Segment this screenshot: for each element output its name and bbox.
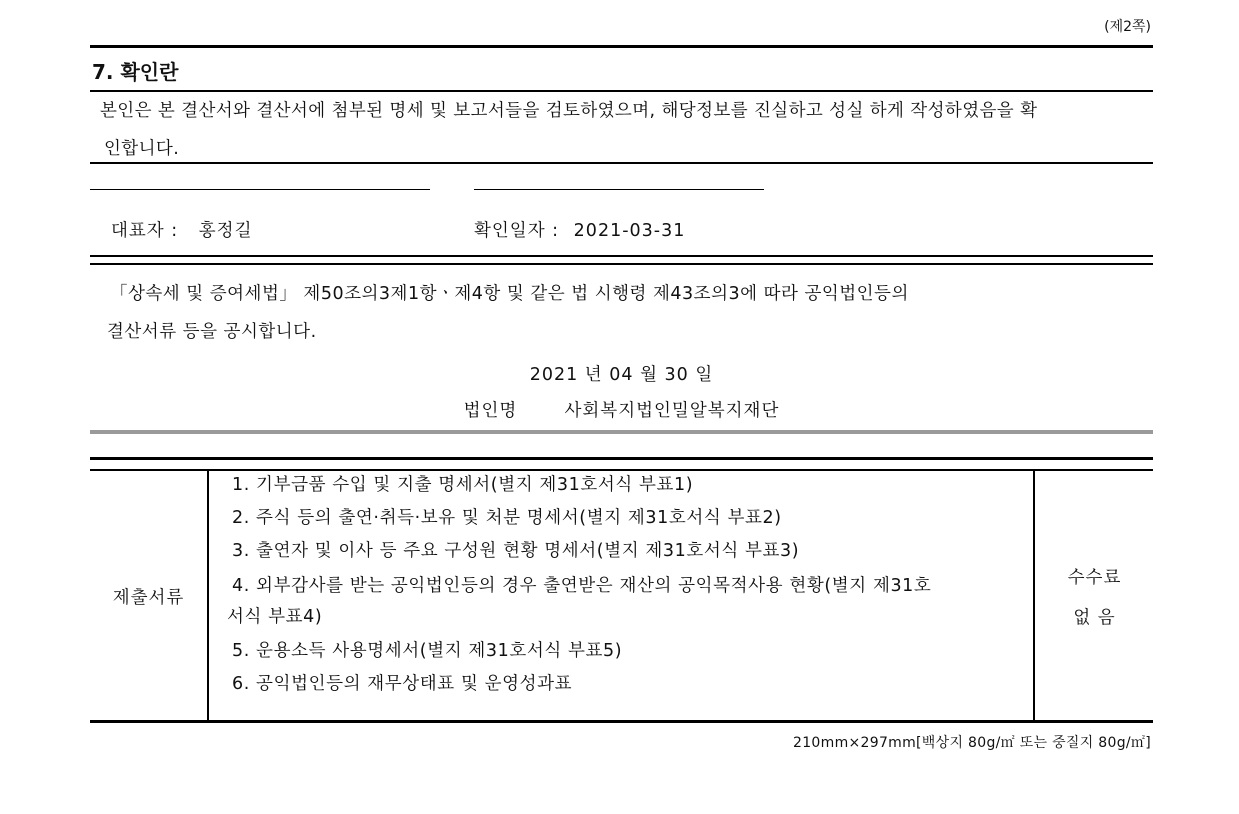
date-signature-line bbox=[474, 189, 764, 190]
organization-name: 사회복지법인밀알복지재단 bbox=[564, 401, 780, 421]
section-title: 7. 확인란 bbox=[92, 60, 179, 84]
representative-field bbox=[111, 217, 252, 242]
confirm-date-label: 확인일자 : bbox=[474, 221, 560, 241]
gray-divider bbox=[90, 430, 1153, 434]
table-divider-left bbox=[207, 471, 209, 721]
doc-item-2: 2. 주식 등의 출연·취득·보유 및 처분 명세서(별지 제31호서식 부표2) bbox=[232, 508, 782, 528]
notice-line-2: 결산서류 등을 공시합니다. bbox=[107, 322, 317, 342]
doc-item-5: 5. 운용소득 사용명세서(별지 제31호서식 부표5) bbox=[232, 641, 623, 661]
statement-line-2: 인합니다. bbox=[104, 139, 180, 159]
organization-label: 법인명 bbox=[463, 401, 518, 421]
doc-item-4-continued: 서식 부표4) bbox=[227, 607, 323, 627]
paper-spec-footer: 210mm×297mm[백상지 80g/㎡ 또는 중질지 80g/㎡] bbox=[793, 735, 1151, 751]
doc-item-3: 3. 출연자 및 이사 등 주요 구성원 현황 명세서(별지 제31호서식 부표3) bbox=[232, 541, 800, 561]
notice-date: 2021 년 04 월 30 일 bbox=[529, 365, 714, 385]
representative-name: 홍정길 bbox=[198, 221, 253, 241]
notice-line-1: 「상속세 및 증여세법」 제50조의3제1항ㆍ제4항 및 같은 법 시행령 제43조의3에 따라 공익법인등의 bbox=[110, 284, 909, 304]
submission-label: 제출서류 bbox=[112, 587, 185, 608]
statement-line-1: 본인은 본 결산서와 결산서에 첨부된 명세 및 보고서들을 검토하였으며, 해당정보를 진실하고 성실 하게 작성하였음을 확 bbox=[100, 101, 1038, 121]
fee-value: 없 음 bbox=[1073, 608, 1116, 628]
double-rule-bottom bbox=[90, 263, 1153, 265]
doc-item-4: 4. 외부감사를 받는 공익법인등의 경우 출연받은 재산의 공익목적사용 현황(별지 제31호 bbox=[232, 576, 932, 596]
table-top-rule-outer bbox=[90, 457, 1153, 460]
doc-item-6: 6. 공익법인등의 재무상태표 및 운영성과표 bbox=[232, 674, 573, 694]
table-divider-right bbox=[1033, 471, 1035, 721]
representative-label: 대표자 : bbox=[111, 221, 179, 241]
statement-rule bbox=[90, 162, 1153, 164]
double-rule-top bbox=[90, 255, 1153, 257]
confirm-date-value: 2021-03-31 bbox=[573, 221, 686, 241]
top-rule bbox=[90, 45, 1153, 48]
page-number-label: (제2쪽) bbox=[1104, 19, 1151, 35]
doc-item-1: 1. 기부금품 수입 및 지출 명세서(별지 제31호서식 부표1) bbox=[232, 475, 694, 495]
confirm-date-field bbox=[474, 217, 685, 242]
table-bottom-rule bbox=[90, 720, 1153, 723]
section-title-rule bbox=[90, 90, 1153, 92]
organization-row bbox=[90, 397, 1153, 422]
representative-signature-line bbox=[90, 189, 430, 190]
fee-label: 수수료 bbox=[1067, 568, 1122, 588]
